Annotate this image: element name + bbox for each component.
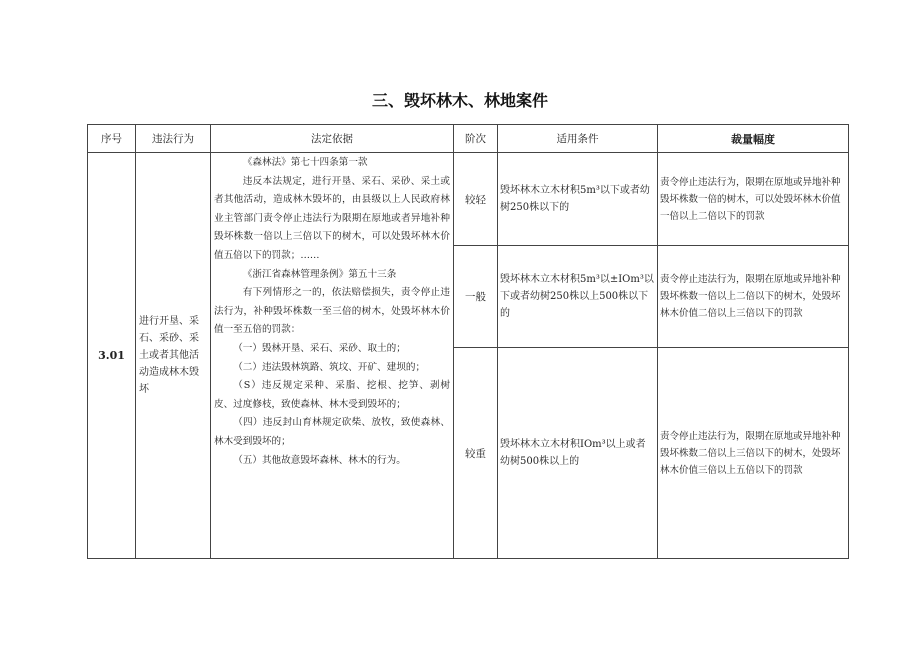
penalty-cell: 责令停止违法行为，限期在原地或异地补种毁坏株数一倍以上二倍以下的树木，处毁坏林木价值二倍以上三倍以下的罚款 <box>658 246 849 348</box>
basis-item: （五）其他故意毁坏森林、林木的行为。 <box>233 454 406 466</box>
level-cell: 较轻 <box>454 153 498 246</box>
basis-item: （四）违反封山育林规定砍柴、放牧，致使森林、林木受到毁坏的； <box>214 417 450 447</box>
basis-law-title: 《森林法》第七十四条第一款 <box>242 157 368 168</box>
basis-law-text: 违反本法规定，进行开垦、采石、采砂、采土或者其他活动，造成林木毁坏的，由县级以上人民政府林业主管部门责令停止违法行为限期在原地或者异地补种毁坏株数一倍以上三倍以下的树木，可以处毁坏林木价值五倍以下的罚款；…… <box>214 175 450 261</box>
penalty-cell: 责令停止违法行为，限期在原地或异地补种毁坏株数一倍的树木，可以处毁坏林木价值一倍以上二倍以下的罚款 <box>658 153 849 246</box>
header-condition: 适用条件 <box>498 125 658 153</box>
basis-item: （S）违反规定采种、采脂、挖根、挖笋、剥树皮、过度修枝，致使森林、林木受到毁坏的； <box>214 380 450 410</box>
condition-cell: 毁坏林木立木材积5m³以±IOm³以下或者幼树250株以上500株以下的 <box>498 246 658 348</box>
header-penalty: 裁量幅度 <box>658 125 849 153</box>
penalty-table <box>87 124 849 559</box>
basis-item: （一）毁林开垦、采石、采砂、取土的； <box>233 342 406 354</box>
header-behavior: 违法行为 <box>136 125 211 153</box>
level-cell: 一般 <box>454 246 498 348</box>
behavior-cell: 进行开垦、采石、采砂、采土或者其他活动造成林木毁坏 <box>136 153 211 559</box>
header-basis: 法定依据 <box>211 125 454 153</box>
table-header-row <box>88 125 849 153</box>
header-seq: 序号 <box>88 125 136 153</box>
level-cell: 较重 <box>454 348 498 559</box>
basis-item: （二）违法毁林筑路、筑坟、开矿、建坝的； <box>233 361 426 373</box>
seq-cell: 3.01 <box>88 153 136 559</box>
penalty-cell: 责令停止违法行为，限期在原地或异地补种毁坏株数二倍以上三倍以下的树木，处毁坏林木价值三倍以上五倍以下的罚款 <box>658 348 849 559</box>
basis-regulation-title: 《浙江省森林管理条例》第五十三条 <box>242 268 397 280</box>
condition-cell: 毁坏林木立木材积5m³以下或者幼树250株以下的 <box>498 153 658 246</box>
basis-regulation-text: 有下列情形之一的，依法赔偿损失，责令停止违法行为，补种毁坏株数一至三倍的树木，处毁坏林木价值一至五倍的罚款： <box>214 287 450 336</box>
table-row <box>88 153 849 246</box>
header-level: 阶次 <box>454 125 498 153</box>
page-title: 三、毁坏林木、林地案件 <box>371 91 548 110</box>
legal-basis-cell <box>211 153 454 559</box>
condition-cell: 毁坏林木立木材积IOm³以上或者幼树500株以上的 <box>498 348 658 559</box>
